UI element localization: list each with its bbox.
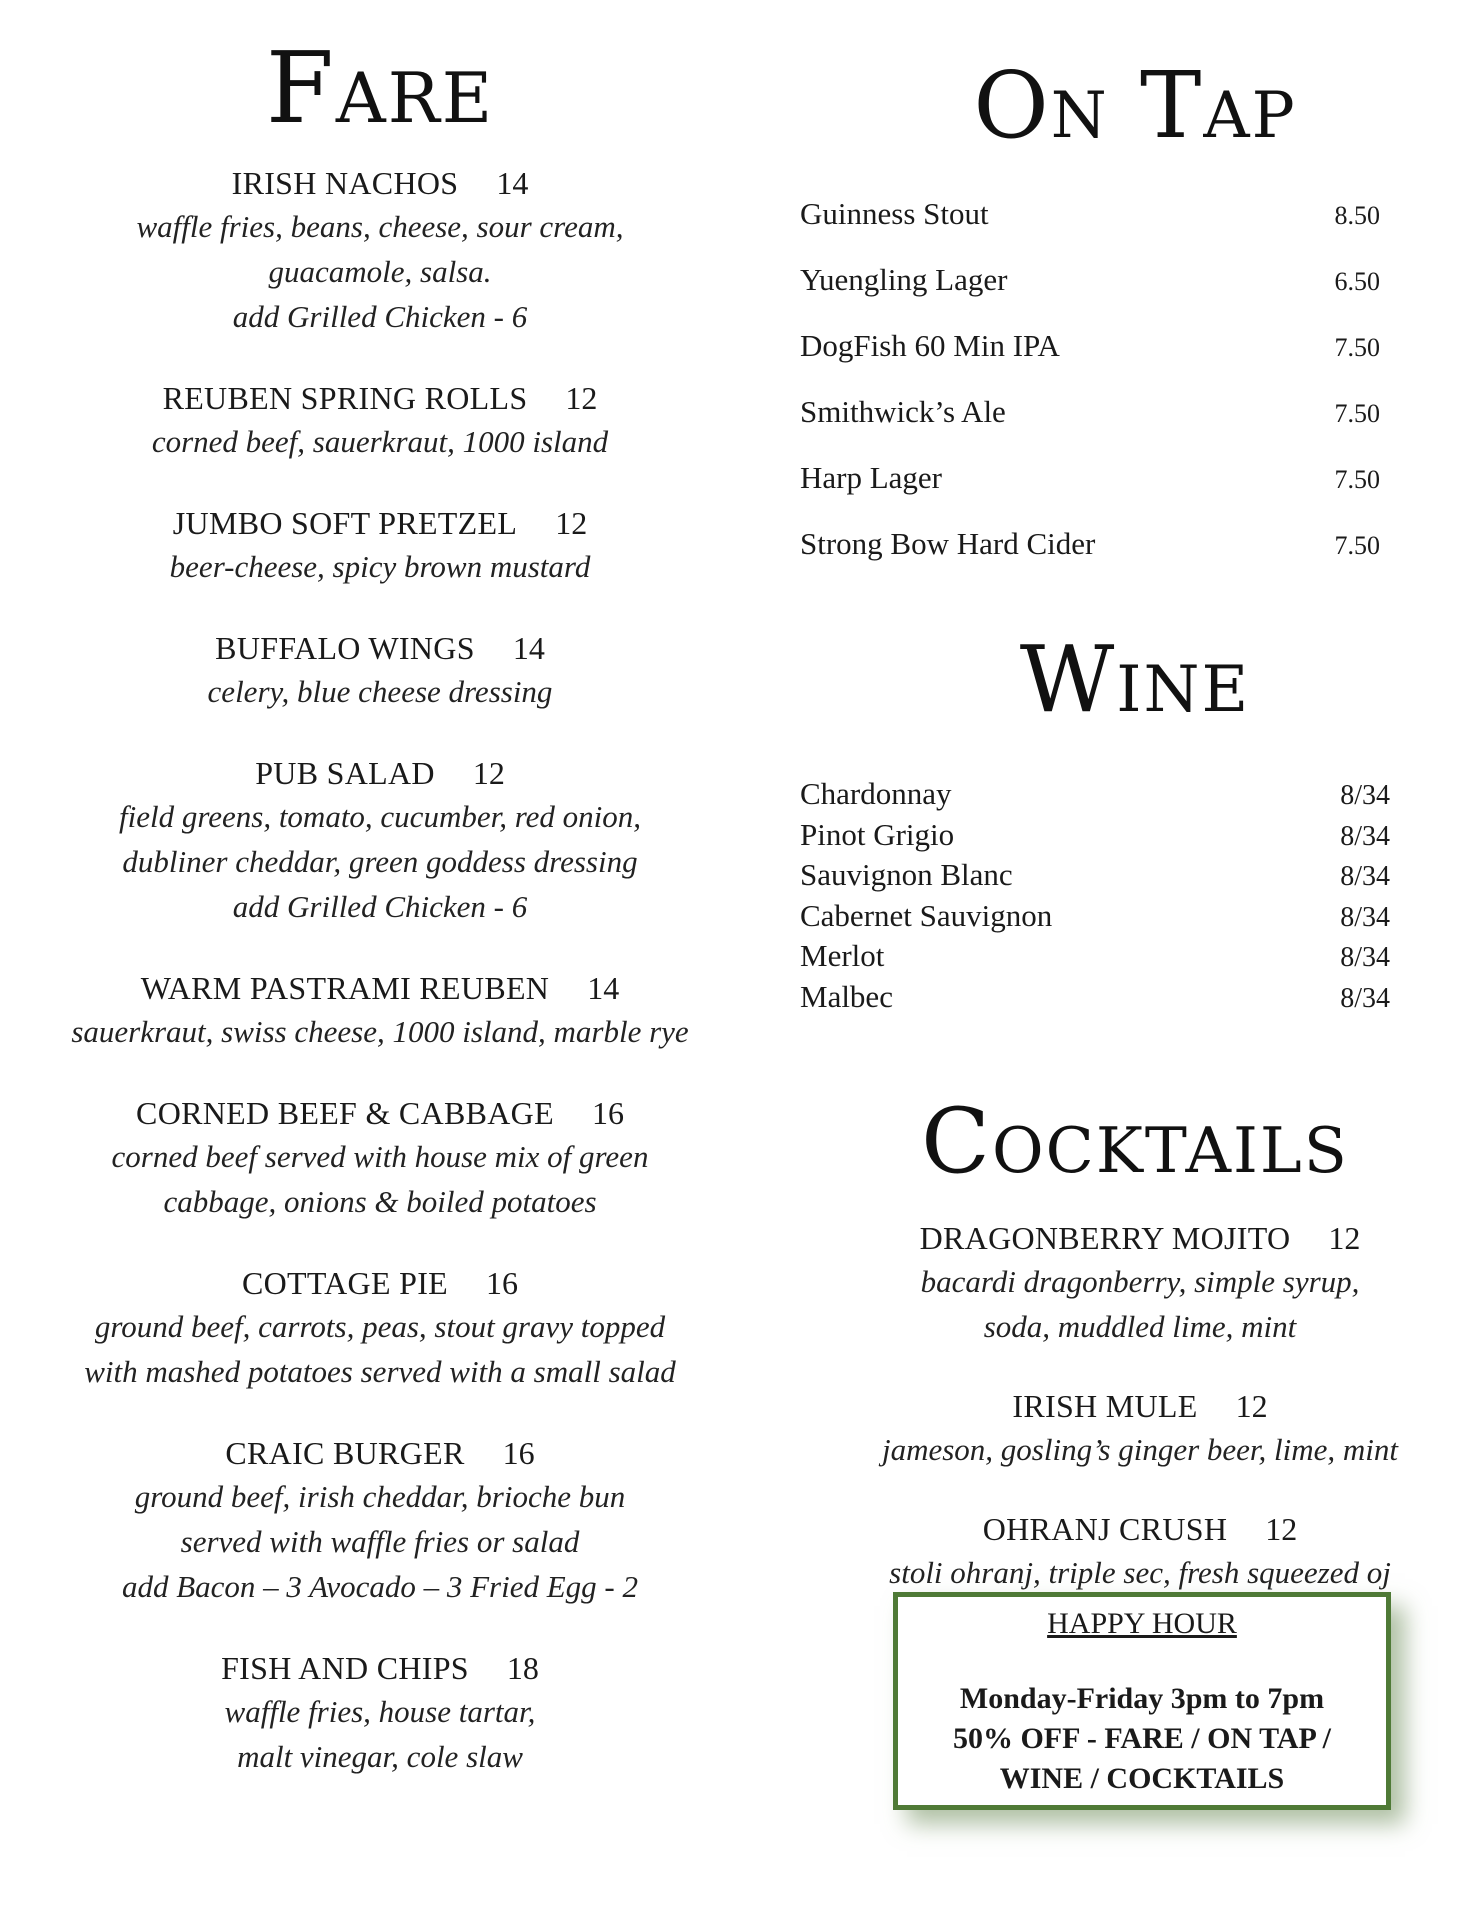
- menu-item-name: IRISH MULE: [1012, 1388, 1198, 1424]
- menu-item-price: 16: [591, 1095, 624, 1131]
- menu-item-header: [60, 1647, 700, 1689]
- menu-item-description: malt vinegar, cole slaw: [237, 1739, 523, 1774]
- menu-item: [60, 502, 700, 589]
- menu-item-description: add Grilled Chicken - 6: [232, 889, 528, 924]
- wine-row: [800, 938, 1400, 979]
- on-tap-row: [800, 262, 1400, 328]
- happy-hour-line: WINE / COCKTAILS: [999, 1762, 1285, 1795]
- fare-section: [60, 32, 700, 1817]
- menu-item: [60, 377, 700, 464]
- wine-heading: Wine: [1019, 626, 1251, 733]
- menu-item-price: 12: [555, 505, 588, 541]
- menu-item-header: [60, 502, 700, 544]
- on-tap-name: Yuengling Lager: [800, 262, 1008, 297]
- menu-item-description: dubliner cheddar, green goddess dressing: [122, 844, 638, 879]
- menu-item-price: 18: [506, 1650, 539, 1686]
- wine-name: Merlot: [800, 938, 885, 973]
- menu-item-name: IRISH NACHOS: [231, 165, 459, 201]
- cocktails-heading: Cocktails: [921, 1089, 1349, 1194]
- happy-hour-title: HAPPY HOUR: [1047, 1607, 1237, 1640]
- on-tap-price: 7.50: [1334, 465, 1380, 494]
- menu-item-name: CORNED BEEF & CABBAGE: [136, 1095, 554, 1131]
- wine-name: Cabernet Sauvignon: [800, 897, 1053, 933]
- menu-item: [870, 1385, 1410, 1472]
- menu-item-description: sauerkraut, swiss cheese, 1000 island, marble rye: [71, 1014, 689, 1049]
- menu-item-description: corned beef, sauerkraut, 1000 island: [151, 424, 609, 459]
- menu-item: [60, 1262, 700, 1394]
- menu-item-header: [60, 377, 700, 419]
- menu-item: [60, 1092, 700, 1224]
- cocktails-list: [870, 1217, 1410, 1595]
- fare-heading: Fare: [265, 32, 495, 146]
- fare-list: [60, 162, 700, 1779]
- menu-item-description: soda, muddled lime, mint: [983, 1309, 1297, 1344]
- drinks-section: [800, 52, 1400, 1631]
- menu-item-description: with mashed potatoes served with a small salad: [84, 1354, 676, 1389]
- menu-item-description: add Bacon – 3 Avocado – 3 Fried Egg - 2: [121, 1569, 638, 1604]
- on-tap-row: [800, 526, 1400, 592]
- menu-item-name: BUFFALO WINGS: [215, 630, 475, 666]
- on-tap-price: 7.50: [1334, 399, 1380, 428]
- on-tap-name: DogFish 60 Min IPA: [800, 328, 1060, 363]
- wine-name: Pinot Grigio: [800, 816, 955, 852]
- happy-hour-line: 50% OFF - FARE / ON TAP /: [952, 1722, 1332, 1755]
- on-tap-price: 7.50: [1334, 531, 1380, 560]
- on-tap-name: Smithwick’s Ale: [800, 394, 1006, 429]
- menu-item: [60, 1432, 700, 1609]
- happy-hour-line: Monday-Friday 3pm to 7pm: [959, 1682, 1325, 1715]
- wine-name: Sauvignon Blanc: [800, 857, 1013, 892]
- menu-item: [60, 162, 700, 339]
- menu-item-price: 14: [587, 970, 620, 1006]
- menu-item-name: COTTAGE PIE: [241, 1265, 449, 1301]
- wine-price: 8/34: [1340, 861, 1390, 892]
- menu-item-price: 14: [512, 630, 545, 666]
- wine-price: 8/34: [1340, 982, 1390, 1014]
- wine-name: Malbec: [800, 978, 893, 1014]
- menu-item-header: [60, 627, 700, 669]
- wine-row: [800, 817, 1400, 858]
- menu-item-header: [60, 967, 700, 1009]
- menu-item-description: waffle fries, house tartar,: [224, 1694, 536, 1729]
- on-tap-price: 8.50: [1334, 201, 1380, 230]
- on-tap-name: Strong Bow Hard Cider: [800, 526, 1096, 561]
- on-tap-price: 6.50: [1334, 267, 1380, 296]
- menu-item: [60, 627, 700, 714]
- menu-item-description: celery, blue cheese dressing: [207, 674, 553, 709]
- menu-item-header: [870, 1508, 1410, 1550]
- wine-name: Chardonnay: [800, 776, 952, 811]
- on-tap-heading: On Tap: [973, 52, 1297, 159]
- menu-item-price: 16: [486, 1265, 519, 1301]
- on-tap-name: Harp Lager: [800, 460, 942, 495]
- menu-item-name: JUMBO SOFT PRETZEL: [172, 505, 518, 541]
- menu-item-description: served with waffle fries or salad: [180, 1524, 580, 1559]
- menu-item-price: 12: [1328, 1220, 1361, 1256]
- menu-item-name: REUBEN SPRING ROLLS: [162, 380, 528, 416]
- wine-price: 8/34: [1340, 780, 1390, 811]
- on-tap-row: [800, 460, 1400, 526]
- menu-item-price: 12: [565, 380, 598, 416]
- wine-row: [800, 776, 1400, 817]
- menu-item-description: field greens, tomato, cucumber, red onion,: [118, 799, 642, 834]
- on-tap-name: Guinness Stout: [800, 196, 989, 231]
- menu-item: [60, 1647, 700, 1779]
- menu-item-price: 14: [496, 165, 529, 201]
- wine-row: [800, 857, 1400, 898]
- menu-item-price: 12: [1235, 1388, 1268, 1424]
- menu-item-header: [60, 162, 700, 204]
- menu-item-name: CRAIC BURGER: [225, 1435, 465, 1471]
- menu-item-description: bacardi dragonberry, simple syrup,: [920, 1264, 1360, 1299]
- menu-item: [60, 752, 700, 929]
- menu-item-description: ground beef, irish cheddar, brioche bun: [134, 1479, 626, 1514]
- on-tap-list: [800, 196, 1400, 592]
- menu-item-description: cabbage, onions & boiled potatoes: [163, 1184, 597, 1219]
- menu-item-header: [60, 1262, 700, 1304]
- wine-row: [800, 979, 1400, 1020]
- menu-item-description: beer-cheese, spicy brown mustard: [169, 549, 591, 584]
- on-tap-row: [800, 196, 1400, 262]
- menu-item-name: PUB SALAD: [255, 755, 435, 791]
- menu-item-description: stoli ohranj, triple sec, fresh squeezed oj: [889, 1555, 1391, 1590]
- menu-item-description: jameson, gosling’s ginger beer, lime, mint: [881, 1432, 1399, 1467]
- menu-item-description: guacamole, salsa.: [268, 254, 492, 289]
- menu-item-price: 12: [472, 755, 505, 791]
- menu-item-description: add Grilled Chicken - 6: [232, 299, 528, 334]
- wine-price: 8/34: [1340, 942, 1390, 973]
- wine-price: 8/34: [1340, 901, 1390, 933]
- menu-item-description: ground beef, carrots, peas, stout gravy topped: [94, 1309, 666, 1344]
- wine-list: [800, 776, 1400, 1019]
- wine-row: [800, 898, 1400, 939]
- menu-item: [870, 1217, 1410, 1349]
- menu-item: [60, 967, 700, 1054]
- menu-item-header: [60, 752, 700, 794]
- menu-item-header: [60, 1092, 700, 1134]
- wine-price: 8/34: [1340, 820, 1390, 852]
- menu-item-description: corned beef served with house mix of green: [111, 1139, 649, 1174]
- menu-item: [870, 1508, 1410, 1595]
- menu-item-price: 16: [502, 1435, 535, 1471]
- menu-item-header: [60, 1432, 700, 1474]
- menu-item-name: OHRANJ CRUSH: [982, 1511, 1228, 1547]
- happy-hour-box: [893, 1592, 1391, 1810]
- menu-item-price: 12: [1265, 1511, 1298, 1547]
- menu-item-name: FISH AND CHIPS: [221, 1650, 469, 1686]
- menu-item-name: WARM PASTRAMI REUBEN: [140, 970, 550, 1006]
- on-tap-row: [800, 394, 1400, 460]
- on-tap-row: [800, 328, 1400, 394]
- menu-item-description: waffle fries, beans, cheese, sour cream,: [136, 209, 624, 244]
- menu-item-header: [870, 1217, 1410, 1259]
- menu-item-header: [870, 1385, 1410, 1427]
- on-tap-price: 7.50: [1334, 333, 1380, 362]
- menu-item-name: DRAGONBERRY MOJITO: [919, 1220, 1291, 1256]
